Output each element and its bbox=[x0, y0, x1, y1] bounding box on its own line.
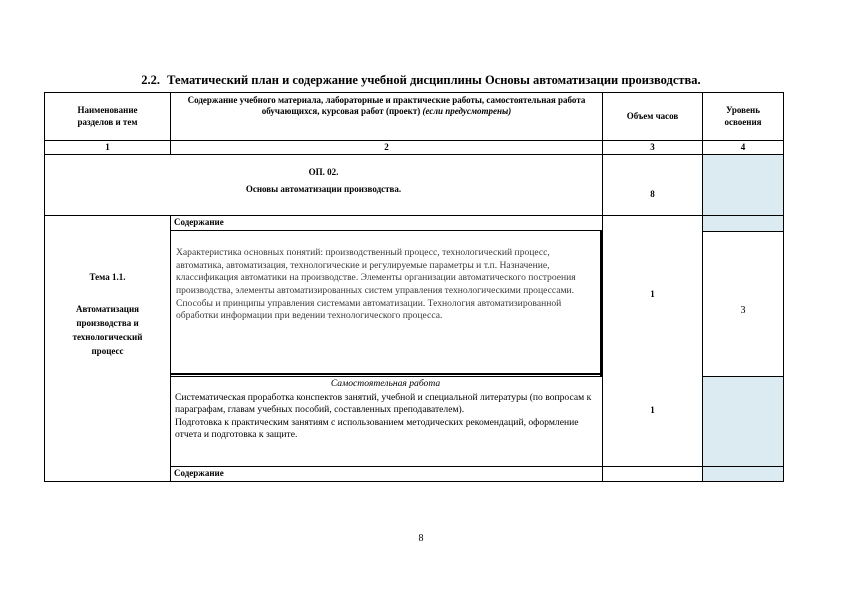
independent-work-label: Самостоятельная работа bbox=[330, 377, 441, 389]
topic-title: Автоматизация производства и технологический процесс bbox=[72, 304, 143, 357]
level-shade-content-label bbox=[702, 216, 783, 231]
section-name: Основы автоматизации производства. bbox=[245, 184, 402, 195]
bottom-content-label: Содержание bbox=[174, 468, 224, 479]
section-heading bbox=[45, 155, 602, 215]
independent-work-text bbox=[175, 392, 600, 442]
col-number-2: 2 bbox=[384, 141, 389, 152]
section-code: ОП. 02. bbox=[308, 167, 339, 177]
col-number-3: 3 bbox=[650, 141, 655, 152]
col-number-1: 1 bbox=[105, 141, 110, 152]
header-level: Уровень освоения bbox=[724, 105, 762, 127]
header-sections-topics: Наименование разделов и тем bbox=[77, 105, 138, 127]
section-hours: 8 bbox=[650, 189, 655, 200]
content-hours: 1 bbox=[650, 289, 655, 300]
header-content-main: Содержание учебного материала, лабораторные и практические работы, самостоятельная работа обучающихся, курсовая работ (проект) bbox=[187, 95, 586, 117]
content-label: Содержание bbox=[174, 217, 224, 228]
content-description: Характеристика основных понятий: производственный процесс, технологический процесс, автоматика, автоматизация, технологические и регулируемые параметры и т.п. Назначение, классификация автоматики на производстве. Элементы организации автоматического построения производства, элементы автоматизированных систем управления технологическими процессами. Способы и принципы управления системами автоматизации. Технология автоматизированной обработки информации при ведении технологического процесса. bbox=[176, 247, 576, 322]
section-number: 2.2. bbox=[141, 73, 161, 87]
header-content bbox=[171, 93, 602, 140]
section-title: Тематический план и содержание учебной дисциплины Основы автоматизации производства. bbox=[167, 73, 701, 87]
header-hours: Объем часов bbox=[626, 110, 679, 121]
page-number: 8 bbox=[418, 533, 424, 544]
level-shade-bottom bbox=[702, 467, 783, 481]
header-content-note: (если предусмотрены) bbox=[422, 106, 512, 117]
independent-work-item-2: Подготовка к практическим занятиям с использованием методических рекомендаций, оформление отчета и подготовка к защите. bbox=[175, 416, 579, 441]
level-shade-section bbox=[702, 155, 783, 215]
independent-work-item-1: Систематическая проработка конспектов занятий, учебной и специальной литературы (по вопросам к параграфам, главам учебных пособий, составленных преподавателем). bbox=[175, 392, 592, 416]
content-level: 3 bbox=[740, 304, 746, 316]
col-number-4: 4 bbox=[740, 141, 746, 152]
topic-number: Тема 1.1. bbox=[89, 272, 126, 282]
level-shade-independent bbox=[702, 376, 783, 466]
topic-cell bbox=[45, 216, 170, 466]
independent-hours: 1 bbox=[650, 405, 655, 416]
